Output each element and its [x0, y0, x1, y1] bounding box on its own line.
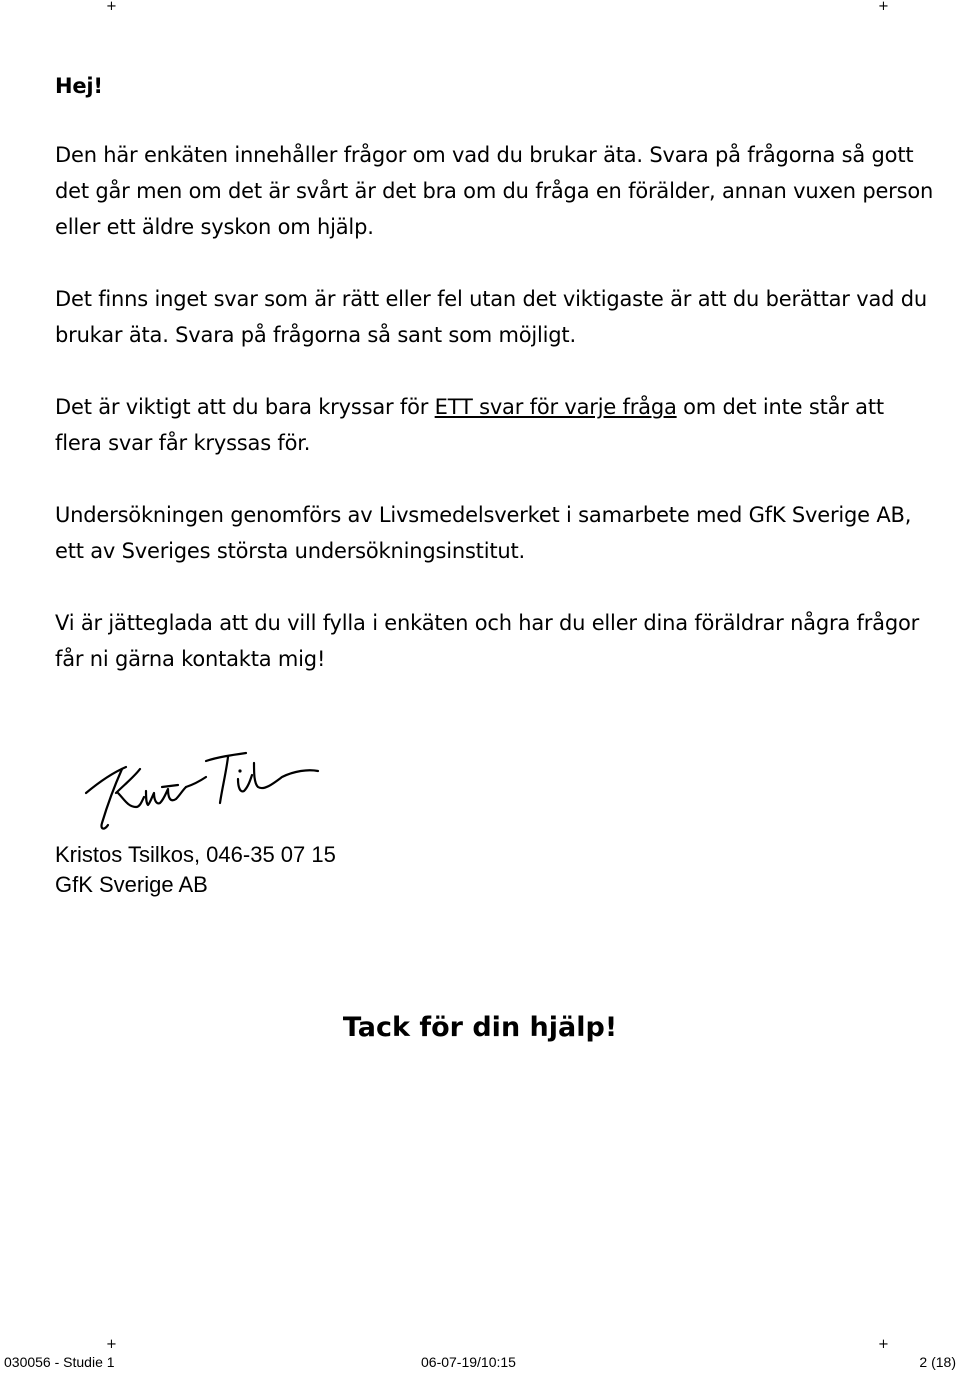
intro-paragraph: Den här enkäten innehåller frågor om vad du brukar äta. Svara på frågorna så gott det går men om det är svårt är det bra om du fråga en förälder, annan vuxen person eller ett äldre syskon om hjälp.	[55, 143, 934, 239]
footer-timestamp: 06-07-19/10:15	[421, 1354, 516, 1370]
footer-page-number: 2 (18)	[919, 1354, 956, 1370]
registration-mark-top-left: +	[106, 0, 117, 14]
closing-thanks: Tack för din hjälp!	[342, 1012, 618, 1043]
letter-body	[55, 68, 935, 713]
instruction-text-start: Det är viktigt att du bara kryssar för	[55, 395, 435, 419]
greeting: Hej!	[55, 74, 103, 98]
instruction-text-end: om det inte står att flera svar får kryssas för.	[55, 395, 884, 455]
contact-name-phone: Kristos Tsilkos, 046-35 07 15	[55, 842, 336, 867]
contact-company: GfK Sverige AB	[55, 872, 208, 897]
registration-mark-top-right: +	[878, 0, 889, 14]
registration-mark-bottom-right: +	[878, 1337, 889, 1352]
contact-invitation-paragraph: Vi är jätteglada att du vill fylla i enkäten och har du eller dina föräldrar några frågor får ni gärna kontakta mig!	[55, 611, 920, 671]
instruction-emphasis: ETT svar för varje fråga	[434, 395, 677, 419]
handwritten-signature	[82, 745, 322, 835]
registration-mark-bottom-left: +	[106, 1337, 117, 1352]
organizer-paragraph: Undersökningen genomförs av Livsmedelsverket i samarbete med GfK Sverige AB, ett av Sveriges största undersökningsinstitut.	[55, 503, 912, 563]
honesty-paragraph: Det finns inget svar som är rätt eller fel utan det viktigaste är att du berättar vad du brukar äta. Svara på frågorna så sant som möjligt.	[55, 287, 927, 347]
instruction-paragraph	[55, 389, 935, 461]
contact-block	[55, 840, 336, 900]
footer-study: 030056 - Studie 1	[4, 1354, 115, 1370]
